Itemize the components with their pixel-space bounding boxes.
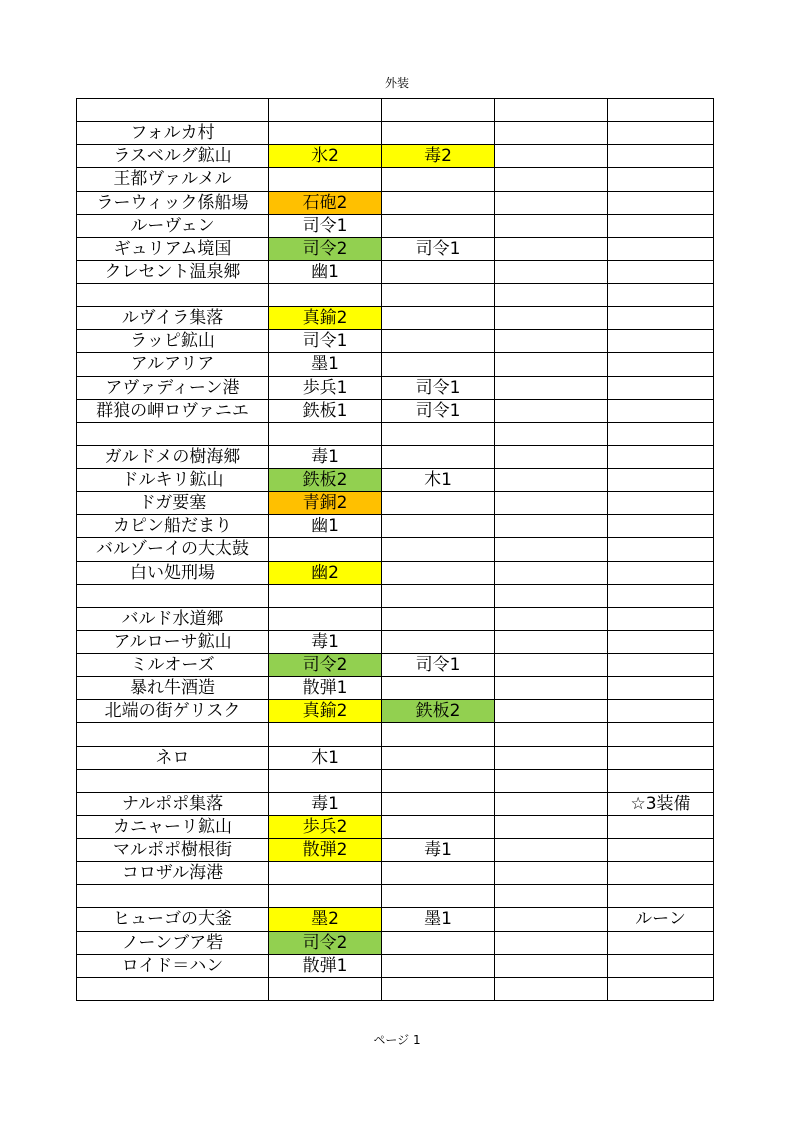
equipment-cell [495,746,608,769]
table-row [77,839,714,862]
equipment-cell: 司令1 [269,214,382,237]
equipment-cell: 散弾1 [269,954,382,977]
equipment-cell [608,237,714,260]
equipment-cell [608,376,714,399]
location-cell: 群狼の岬ロヴァニエ [77,399,269,422]
equipment-cell: 歩兵2 [269,815,382,838]
equipment-cell [495,284,608,307]
equipment-cell [608,515,714,538]
table-row [77,284,714,307]
equipment-cell [382,214,495,237]
table-row [77,399,714,422]
equipment-cell [608,630,714,653]
table-row [77,214,714,237]
equipment-cell [495,260,608,283]
location-cell: 白い処刑場 [77,561,269,584]
equipment-cell [495,769,608,792]
equipment-cell [382,584,495,607]
table-row [77,954,714,977]
equipment-cell [495,561,608,584]
table-row [77,769,714,792]
location-cell: バルド水道郷 [77,607,269,630]
equipment-cell [269,422,382,445]
equipment-cell [608,561,714,584]
equipment-cell [382,977,495,1000]
equipment-cell [495,191,608,214]
equipment-cell [382,677,495,700]
equipment-cell: 鉄板2 [269,469,382,492]
table-row [77,492,714,515]
equipment-cell [608,746,714,769]
equipment-cell: 司令1 [382,399,495,422]
equipment-cell [382,862,495,885]
table-row [77,422,714,445]
equipment-cell [495,445,608,468]
equipment-cell [608,399,714,422]
equipment-cell: 墨1 [382,908,495,931]
equipment-cell [495,307,608,330]
location-cell: カニャーリ鉱山 [77,815,269,838]
equipment-cell [382,353,495,376]
equipment-cell [269,885,382,908]
equipment-cell [495,954,608,977]
equipment-cell [382,538,495,561]
equipment-cell [608,99,714,122]
equipment-cell [382,607,495,630]
equipment-cell: 司令2 [269,237,382,260]
equipment-cell [382,492,495,515]
equipment-cell: ☆3装備 [608,792,714,815]
equipment-cell [495,353,608,376]
equipment-cell: 散弾1 [269,677,382,700]
equipment-cell: 毒1 [269,445,382,468]
equipment-cell [382,931,495,954]
table-row [77,99,714,122]
location-cell: ドルキリ鉱山 [77,469,269,492]
equipment-cell [608,862,714,885]
equipment-cell [608,654,714,677]
location-cell [77,723,269,746]
equipment-cell: 毒2 [382,145,495,168]
equipment-cell [382,284,495,307]
table-row [77,260,714,283]
location-cell: ガルドメの樹海郷 [77,445,269,468]
equipment-cell [495,330,608,353]
location-cell: ルヴイラ集落 [77,307,269,330]
equipment-cell [269,977,382,1000]
location-cell: ミルオーズ [77,654,269,677]
equipment-cell: 青銅2 [269,492,382,515]
location-cell: クレセント温泉郷 [77,260,269,283]
equipment-cell: 司令1 [382,376,495,399]
equipment-cell: 司令1 [269,330,382,353]
equipment-cell [269,99,382,122]
location-cell: 暴れ牛酒造 [77,677,269,700]
equipment-cell [495,723,608,746]
location-cell: ノーンブア砦 [77,931,269,954]
equipment-cell [382,746,495,769]
table-row [77,584,714,607]
spreadsheet-body [77,99,714,1001]
location-cell: アルアリア [77,353,269,376]
equipment-cell [608,584,714,607]
spreadsheet-table [76,98,714,1001]
equipment-cell: 鉄板1 [269,399,382,422]
equipment-cell [495,399,608,422]
equipment-cell: 司令1 [382,654,495,677]
table-row [77,191,714,214]
table-row [77,931,714,954]
equipment-cell [608,607,714,630]
equipment-cell [608,538,714,561]
equipment-cell [495,839,608,862]
equipment-cell: 木1 [382,469,495,492]
equipment-cell [495,538,608,561]
location-cell: 王都ヴァルメル [77,168,269,191]
equipment-cell [495,376,608,399]
table-row [77,376,714,399]
equipment-cell: 鉄板2 [382,700,495,723]
equipment-cell: 毒1 [269,630,382,653]
equipment-cell [382,515,495,538]
table-row [77,654,714,677]
equipment-cell [608,723,714,746]
location-cell [77,885,269,908]
equipment-cell [382,168,495,191]
equipment-cell: 幽1 [269,515,382,538]
page-footer: ページ 1 [373,1033,421,1047]
location-cell: ロイド＝ハン [77,954,269,977]
equipment-cell [269,168,382,191]
equipment-cell [608,677,714,700]
equipment-cell [382,191,495,214]
equipment-cell [269,723,382,746]
table-row [77,977,714,1000]
equipment-cell [495,492,608,515]
equipment-cell: 真鍮2 [269,307,382,330]
equipment-cell [495,145,608,168]
equipment-cell: 真鍮2 [269,700,382,723]
equipment-cell [269,769,382,792]
equipment-cell: 墨1 [269,353,382,376]
equipment-cell [495,469,608,492]
location-cell: ギュリアム境国 [77,237,269,260]
location-cell: バルゾーイの大太鼓 [77,538,269,561]
equipment-cell: 毒1 [382,839,495,862]
equipment-cell [495,607,608,630]
table-row [77,237,714,260]
equipment-cell [608,492,714,515]
location-cell: ラスベルグ鉱山 [77,145,269,168]
equipment-cell [382,561,495,584]
equipment-cell [495,237,608,260]
location-cell [77,284,269,307]
equipment-cell [495,700,608,723]
equipment-cell [608,769,714,792]
equipment-cell [382,330,495,353]
equipment-cell [382,99,495,122]
equipment-cell: 歩兵1 [269,376,382,399]
equipment-cell: 幽1 [269,260,382,283]
equipment-cell [495,99,608,122]
equipment-cell [382,954,495,977]
location-cell [77,769,269,792]
equipment-cell [495,422,608,445]
equipment-cell [269,284,382,307]
equipment-cell: 幽2 [269,561,382,584]
location-cell [77,584,269,607]
equipment-cell: 木1 [269,746,382,769]
table-row [77,122,714,145]
location-cell [77,977,269,1000]
table-row [77,723,714,746]
table-row [77,307,714,330]
equipment-cell [382,260,495,283]
location-cell: コロザル海港 [77,862,269,885]
equipment-cell [495,214,608,237]
equipment-cell [608,815,714,838]
table-row [77,746,714,769]
equipment-cell [608,168,714,191]
location-cell: マルポポ樹根街 [77,839,269,862]
table-row [77,330,714,353]
equipment-cell [608,700,714,723]
equipment-cell [608,307,714,330]
equipment-cell [608,284,714,307]
equipment-cell [382,792,495,815]
equipment-cell [608,885,714,908]
equipment-cell [495,584,608,607]
equipment-cell [608,469,714,492]
table-row [77,700,714,723]
location-cell: ラッピ鉱山 [77,330,269,353]
table-row [77,353,714,376]
location-cell: フォルカ村 [77,122,269,145]
equipment-cell: 散弾2 [269,839,382,862]
equipment-cell [608,839,714,862]
equipment-cell [382,630,495,653]
equipment-cell [382,885,495,908]
equipment-cell [495,515,608,538]
table-row [77,677,714,700]
equipment-cell [495,122,608,145]
equipment-cell [608,445,714,468]
location-cell: カピン船だまり [77,515,269,538]
location-cell: ドガ要塞 [77,492,269,515]
equipment-cell: 司令2 [269,654,382,677]
location-cell [77,422,269,445]
equipment-cell [382,445,495,468]
equipment-cell [608,330,714,353]
equipment-cell [495,908,608,931]
table-row [77,561,714,584]
equipment-cell [495,862,608,885]
equipment-cell: ルーン [608,908,714,931]
location-cell: ナルポポ集落 [77,792,269,815]
equipment-cell [608,145,714,168]
equipment-cell [382,307,495,330]
equipment-cell: 石砲2 [269,191,382,214]
equipment-cell [495,654,608,677]
equipment-cell [495,885,608,908]
equipment-cell [269,122,382,145]
equipment-cell [608,214,714,237]
equipment-cell [382,815,495,838]
equipment-cell [495,677,608,700]
location-cell: ヒューゴの大釜 [77,908,269,931]
table-row [77,815,714,838]
location-cell: アヴァディーン港 [77,376,269,399]
equipment-cell [608,954,714,977]
location-cell: 北端の街ゲリスク [77,700,269,723]
equipment-cell [495,815,608,838]
equipment-cell [495,168,608,191]
equipment-cell [382,422,495,445]
equipment-cell [608,931,714,954]
location-cell: アルローサ鉱山 [77,630,269,653]
equipment-cell [495,630,608,653]
equipment-cell [269,607,382,630]
equipment-cell: 氷2 [269,145,382,168]
equipment-cell [269,862,382,885]
location-cell: ルーヴェン [77,214,269,237]
table-row [77,538,714,561]
table-row [77,469,714,492]
location-cell: ラーウィック係船場 [77,191,269,214]
table-row [77,792,714,815]
table-row [77,885,714,908]
page-header: 外装 [384,76,409,90]
equipment-cell [382,769,495,792]
equipment-cell: 毒1 [269,792,382,815]
table-row [77,630,714,653]
equipment-cell [608,191,714,214]
equipment-cell: 司令2 [269,931,382,954]
equipment-cell [495,792,608,815]
equipment-cell [382,723,495,746]
table-row [77,168,714,191]
table-row [77,862,714,885]
equipment-cell [608,260,714,283]
location-cell [77,99,269,122]
equipment-cell [608,422,714,445]
equipment-cell: 墨2 [269,908,382,931]
equipment-cell [495,977,608,1000]
table-row [77,607,714,630]
equipment-cell [382,122,495,145]
location-cell: ネロ [77,746,269,769]
equipment-cell [608,122,714,145]
table-row [77,145,714,168]
table-row [77,445,714,468]
equipment-cell [269,538,382,561]
equipment-cell [608,977,714,1000]
equipment-cell [269,584,382,607]
equipment-cell [495,931,608,954]
equipment-cell: 司令1 [382,237,495,260]
table-row [77,908,714,931]
equipment-cell [608,353,714,376]
table-row [77,515,714,538]
